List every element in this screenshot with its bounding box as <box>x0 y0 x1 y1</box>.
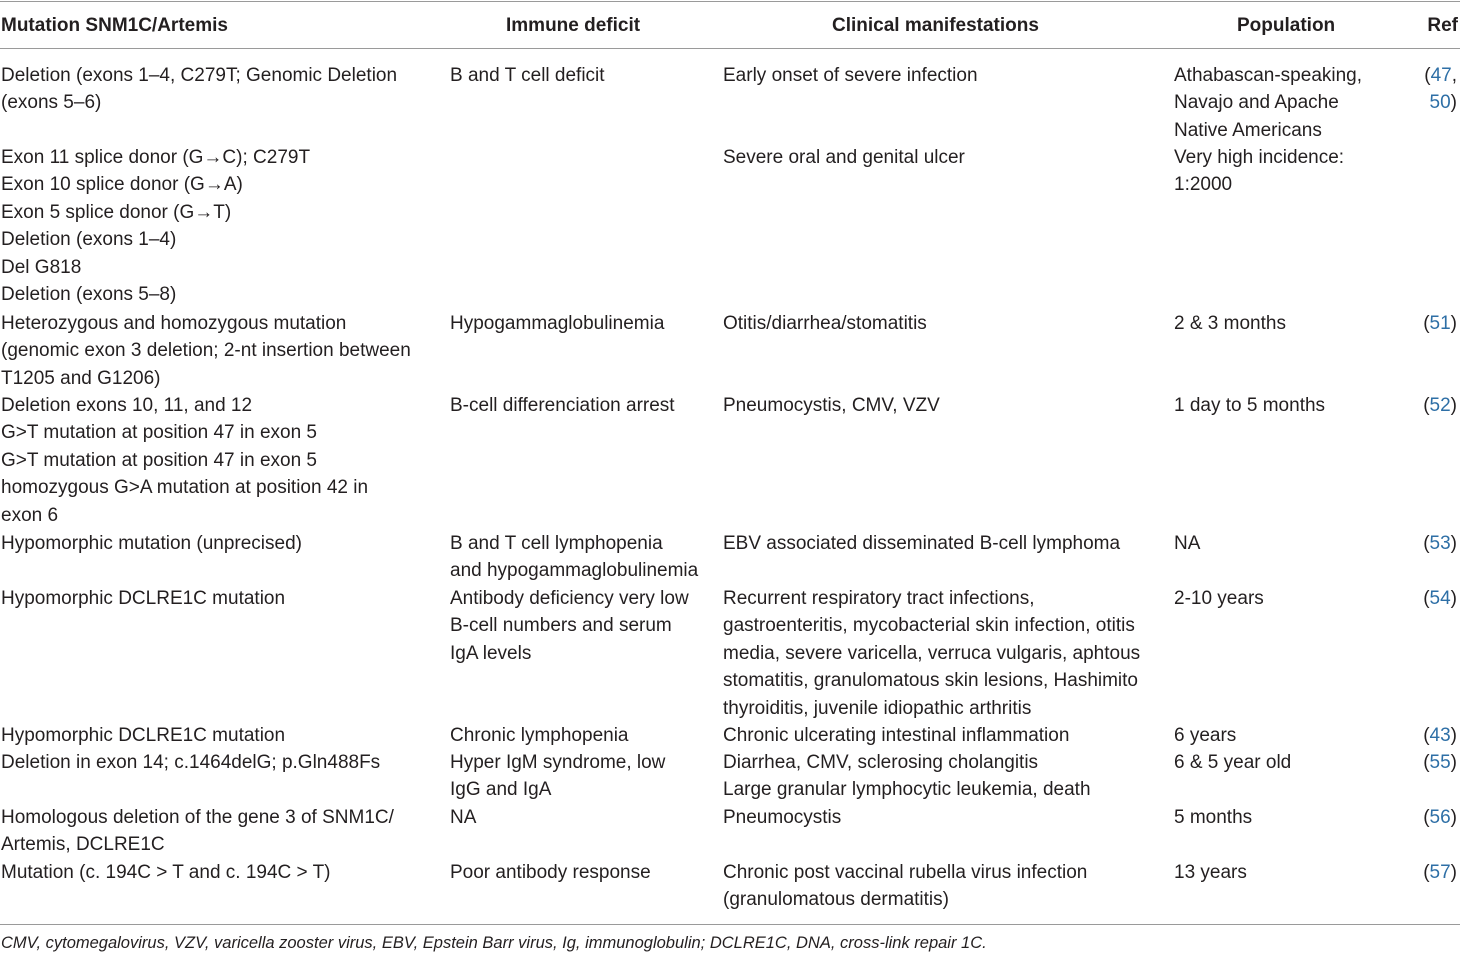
cell-line: 5 months <box>1174 807 1253 828</box>
population-cell <box>1174 310 1286 337</box>
cell-line: (granulomatous dermatitis) <box>723 889 949 911</box>
immune-deficit-cell <box>450 310 664 337</box>
population-cell <box>1174 804 1252 831</box>
ref-punctuation: ) <box>1450 92 1457 114</box>
clinical-manifestations-cell <box>723 530 1120 557</box>
cell-line: Deletion (exons 1–4) <box>1 229 177 251</box>
immune-deficit-cell <box>450 859 651 886</box>
cell-line: B and T cell deficit <box>450 65 605 86</box>
ref-punctuation: ) <box>1450 313 1457 334</box>
reference-link[interactable]: 57 <box>1429 862 1451 883</box>
cell-line: B-cell numbers and serum <box>450 615 672 637</box>
population-cell <box>1174 859 1247 886</box>
cell-line: Diarrhea, CMV, sclerosing cholangitis <box>723 752 1039 773</box>
mutation-cell <box>1 144 310 308</box>
cell-line: Large granular lymphocytic leukemia, death <box>723 779 1091 801</box>
population-cell <box>1174 392 1325 419</box>
ref-punctuation: ( <box>1424 65 1431 86</box>
clinical-manifestations-cell <box>723 859 1087 914</box>
cell-line: (exons 5–6) <box>1 92 102 114</box>
cell-line: (genomic exon 3 deletion; 2-nt insertion between <box>1 340 411 362</box>
cell-line: Exon 11 splice donor (G→C); C279T <box>1 147 311 168</box>
cell-line: Antibody deficiency very low <box>450 588 689 609</box>
cell-line: gastroenteritis, mycobacterial skin infection, otitis <box>723 615 1135 637</box>
clinical-manifestations-cell <box>723 62 978 89</box>
ref-punctuation: ( <box>1423 313 1430 334</box>
cell-line: Exon 5 splice donor (G→T) <box>1 201 232 223</box>
cell-line: 2-10 years <box>1174 588 1264 609</box>
ref-line <box>1424 62 1457 89</box>
header-mutation: Mutation SNM1C/Artemis <box>1 15 228 36</box>
mutation-cell <box>1 585 285 612</box>
cell-line: EBV associated disseminated B-cell lymphoma <box>723 533 1121 554</box>
cell-line: 2 & 3 months <box>1174 313 1286 334</box>
ref-punctuation: ) <box>1450 588 1457 609</box>
cell-line: Chronic lymphopenia <box>450 725 629 746</box>
ref-line <box>1423 392 1457 419</box>
mutation-cell <box>1 530 302 557</box>
ref-punctuation: ( <box>1423 588 1430 609</box>
cell-line: Deletion in exon 14; c.1464delG; p.Gln488Fs <box>1 752 381 773</box>
ref-cell <box>1423 310 1457 337</box>
ref-punctuation: ( <box>1423 725 1430 746</box>
population-cell <box>1174 585 1264 612</box>
reference-link[interactable]: 43 <box>1429 725 1451 746</box>
cell-line: T1205 and G1206) <box>1 367 161 389</box>
reference-link[interactable]: 52 <box>1429 395 1451 416</box>
mutation-cell <box>1 722 285 749</box>
reference-link[interactable]: 53 <box>1429 533 1451 554</box>
clinical-manifestations-cell <box>723 310 927 337</box>
cell-line: media, severe varicella, verruca vulgaris, aphtous <box>723 642 1141 664</box>
ref-punctuation: ) <box>1450 752 1457 773</box>
cell-line: Very high incidence: <box>1174 147 1345 168</box>
cell-line: Navajo and Apache <box>1174 92 1339 114</box>
ref-line <box>1424 89 1457 116</box>
ref-line <box>1423 585 1457 612</box>
reference-link[interactable]: 47 <box>1430 65 1452 86</box>
ref-line <box>1423 530 1457 557</box>
population-cell <box>1174 749 1291 776</box>
mutation-cell <box>1 804 394 859</box>
immune-deficit-cell <box>450 392 675 419</box>
cell-line: Pneumocystis <box>723 807 842 828</box>
cell-line: homozygous G>A mutation at position 42 in <box>1 477 369 499</box>
cell-line: Artemis, DCLRE1C <box>1 834 165 856</box>
cell-line: Deletion exons 10, 11, and 12 <box>1 395 253 416</box>
ref-line <box>1423 722 1457 749</box>
ref-cell <box>1423 392 1457 419</box>
cell-line: B-cell differenciation arrest <box>450 395 675 416</box>
reference-link[interactable]: 51 <box>1429 313 1451 334</box>
ref-punctuation: ( <box>1423 395 1430 416</box>
cell-line: Otitis/diarrhea/stomatitis <box>723 313 927 334</box>
header-immune-deficit: Immune deficit <box>506 15 641 36</box>
header-population: Population <box>1237 15 1336 36</box>
clinical-manifestations-cell <box>723 144 965 171</box>
population-cell <box>1174 722 1236 749</box>
cell-line: Deletion (exons 5–8) <box>1 284 177 306</box>
ref-punctuation: ( <box>1423 862 1430 883</box>
ref-punctuation: ) <box>1450 725 1457 746</box>
ref-punctuation: , <box>1451 65 1457 86</box>
ref-cell <box>1423 804 1457 831</box>
table-top-rule <box>0 1 1460 2</box>
immune-deficit-cell <box>450 749 665 804</box>
cell-line: Hypomorphic mutation (unprecised) <box>1 533 302 554</box>
ref-line <box>1423 310 1457 337</box>
cell-line: 1 day to 5 months <box>1174 395 1326 416</box>
clinical-manifestations-cell <box>723 722 1069 749</box>
mutation-cell <box>1 392 368 529</box>
cell-line: G>T mutation at position 47 in exon 5 <box>1 449 317 471</box>
cell-line: Chronic post vaccinal rubella virus infection <box>723 862 1088 883</box>
cell-line: Poor antibody response <box>450 862 651 883</box>
clinical-manifestations-cell <box>723 585 1140 722</box>
reference-link[interactable]: 54 <box>1429 588 1451 609</box>
cell-line: Del G818 <box>1 256 82 278</box>
cell-line: B and T cell lymphopenia <box>450 533 663 554</box>
cell-line: Early onset of severe infection <box>723 65 978 86</box>
cell-line: G>T mutation at position 47 in exon 5 <box>1 422 317 444</box>
ref-line <box>1423 859 1457 886</box>
cell-line: Native Americans <box>1174 119 1322 141</box>
mutation-cell <box>1 62 397 117</box>
immune-deficit-cell <box>450 585 689 667</box>
cell-line: IgA levels <box>450 642 532 664</box>
reference-link[interactable]: 55 <box>1429 752 1451 773</box>
mutation-cell <box>1 749 380 776</box>
clinical-manifestations-cell <box>723 749 1091 804</box>
mutation-cell <box>1 310 411 392</box>
cell-line: Hypomorphic DCLRE1C mutation <box>1 725 286 746</box>
ref-cell <box>1423 749 1457 776</box>
cell-line: Mutation (c. 194C > T and c. 194C > T) <box>1 862 331 883</box>
table-header-rule <box>0 48 1460 49</box>
ref-punctuation: ( <box>1423 807 1430 828</box>
clinical-manifestations-cell <box>723 804 841 831</box>
cell-line: Hyper IgM syndrome, low <box>450 752 666 773</box>
table-bottom-rule <box>0 924 1460 925</box>
cell-line: Severe oral and genital ulcer <box>723 147 965 168</box>
cell-line: Heterozygous and homozygous mutation <box>1 313 347 334</box>
ref-punctuation: ) <box>1450 533 1457 554</box>
ref-cell <box>1424 62 1457 117</box>
cell-line: Recurrent respiratory tract infections, <box>723 588 1035 609</box>
ref-punctuation: ) <box>1450 807 1457 828</box>
ref-punctuation: ) <box>1450 395 1457 416</box>
cell-line: Pneumocystis, CMV, VZV <box>723 395 940 416</box>
immune-deficit-cell <box>450 530 698 585</box>
clinical-manifestations-cell <box>723 392 940 419</box>
ref-cell <box>1423 722 1457 749</box>
ref-cell <box>1423 859 1457 886</box>
ref-punctuation: ) <box>1450 862 1457 883</box>
ref-line <box>1423 804 1457 831</box>
table-footnote: CMV, cytomegalovirus, VZV, varicella zooster virus, EBV, Epstein Barr virus, Ig, immunoglobulin; DCLRE1C, DNA, cross-link repair 1C. <box>1 934 987 952</box>
cell-line: IgG and IgA <box>450 779 552 801</box>
cell-line: 6 & 5 year old <box>1174 752 1292 773</box>
cell-line: Homologous deletion of the gene 3 of SNM1C/ <box>1 807 394 828</box>
ref-line <box>1423 749 1457 776</box>
ref-punctuation: ( <box>1423 752 1430 773</box>
population-cell <box>1174 530 1200 557</box>
cell-line: and hypogammaglobulinemia <box>450 560 699 582</box>
immune-deficit-cell <box>450 62 605 89</box>
cell-line: Chronic ulcerating intestinal inflammation <box>723 725 1070 746</box>
cell-line: Athabascan-speaking, <box>1174 65 1363 86</box>
population-cell <box>1174 144 1344 199</box>
cell-line: NA <box>450 807 477 828</box>
header-ref: Ref <box>1427 15 1458 36</box>
cell-line: Hypomorphic DCLRE1C mutation <box>1 588 286 609</box>
population-cell <box>1174 62 1362 144</box>
immune-deficit-cell <box>450 804 476 831</box>
immune-deficit-cell <box>450 722 629 749</box>
ref-punctuation: ( <box>1423 533 1430 554</box>
cell-line: Deletion (exons 1–4, C279T; Genomic Deletion <box>1 65 398 86</box>
reference-link[interactable]: 50 <box>1429 92 1451 114</box>
cell-line: thyroiditis, juvenile idiopathic arthritis <box>723 697 1032 719</box>
ref-cell <box>1423 585 1457 612</box>
header-clinical-manifestations: Clinical manifestations <box>832 15 1039 36</box>
cell-line: stomatitis, granulomatous skin lesions, Hashimito <box>723 670 1139 692</box>
cell-line: Hypogammaglobulinemia <box>450 313 665 334</box>
cell-line: 13 years <box>1174 862 1247 883</box>
cell-line: 6 years <box>1174 725 1237 746</box>
cell-line: exon 6 <box>1 504 59 526</box>
cell-line: 1:2000 <box>1174 174 1233 196</box>
cell-line: NA <box>1174 533 1201 554</box>
mutation-cell <box>1 859 331 886</box>
ref-cell <box>1423 530 1457 557</box>
cell-line: Exon 10 splice donor (G→A) <box>1 174 243 196</box>
reference-link[interactable]: 56 <box>1429 807 1451 828</box>
